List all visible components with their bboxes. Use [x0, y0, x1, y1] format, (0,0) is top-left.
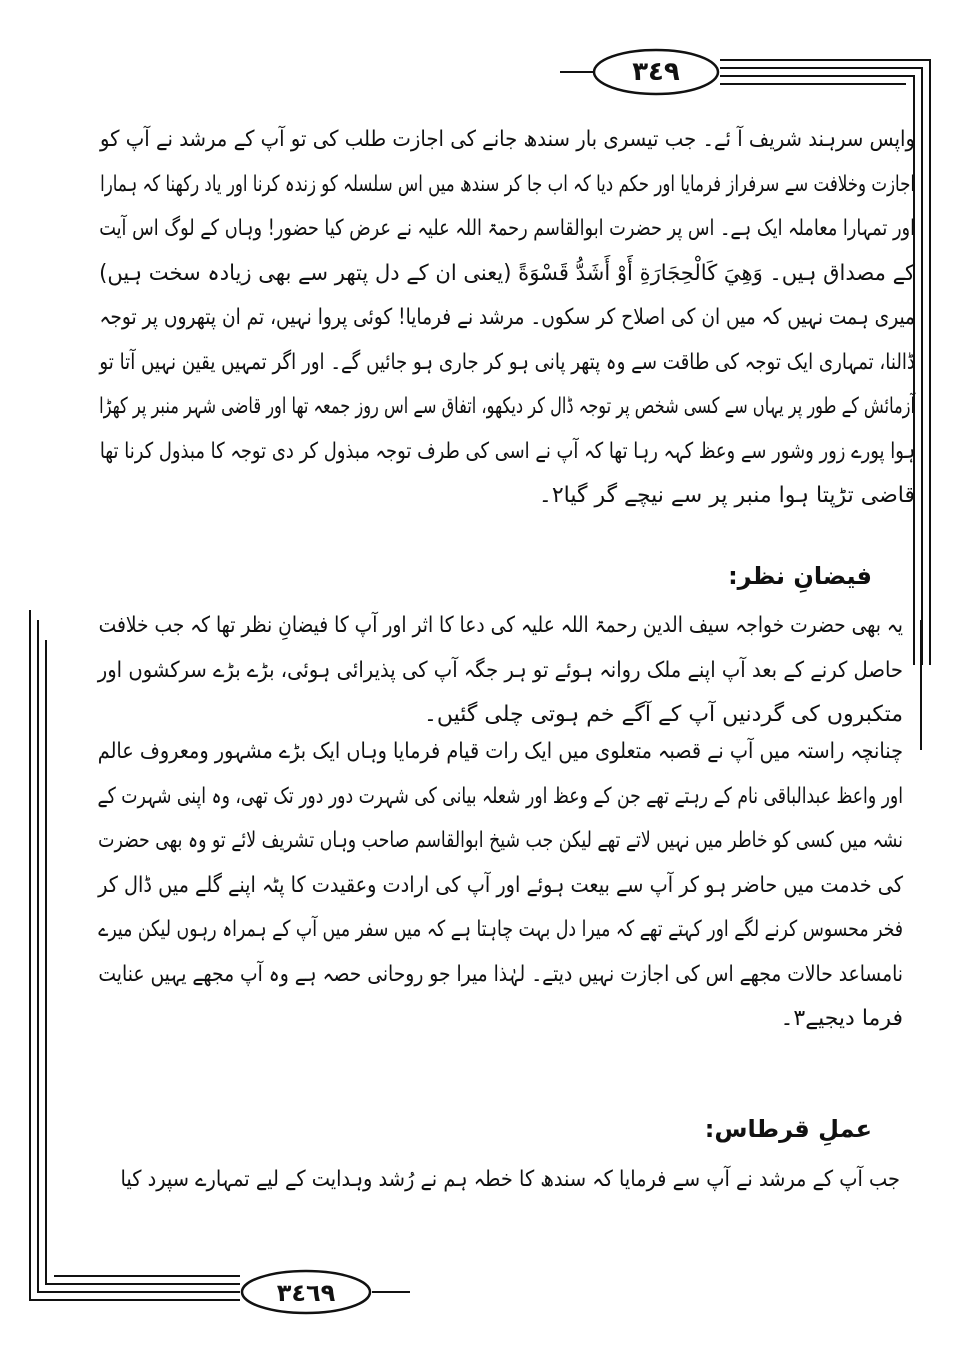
paragraph-1 [100, 118, 915, 519]
text-line: فرما دیجیے۳۔ [780, 1006, 903, 1031]
text-line: کے مصداق ہیں۔ وَهِيَ كَالْحِجَارَةِ أَوْ أَشَدُّ قَسْوَةً (یعنی ان کے دل پتھر سے بھی زیادہ سخت ہیں) [99, 260, 916, 286]
text-line: اور واعظ عبدالباقی نام کے رہتے تھے جن کے وعظ اور شعلہ بیانی کی شہرت دور دور تک تھی، وہ اپنی شہرت کے [97, 783, 904, 809]
text-line: متکبروں کی گردنیں آپ کے آگے خم ہوتی چلی گئیں۔ [423, 702, 903, 727]
paragraph-2 [98, 604, 903, 738]
text-line: ڈالنا، تمہاری ایک توجہ کی طاقت سے وہ پتھر پانی ہو کر جاری ہو جائیں گے۔ اور اگر تمہیں یقین نہیں آتا تو [99, 349, 915, 375]
section-heading-amal-e-qirtas: عملِ قرطاس: [704, 1115, 872, 1143]
text-line: قاضی تڑپتا ہوا منبر پر سے نیچے گر گیا۲۔ [538, 483, 915, 508]
text-line: واپس سرہند شریف آ ئے۔ جب تیسری بار سندھ جانے کی اجازت طلب کی تو آپ کے مرشد نے آپ کو [100, 127, 916, 152]
text-line: میری ہمت نہیں کہ میں ان کی اصلاح کر سکوں۔ مرشد نے فرمایا! کوئی پروا نہیں، تم ان پتھروں پر توجہ [99, 305, 915, 330]
page-number-top: ٣٤٩ [632, 57, 680, 87]
text-line: فخر محسوس کرنے لگے اور کہتے تھے کہ میرا دل بہت چاہتا ہے کہ میں سفر میں آپ کے ہمراہ رہوں لیکن میرے [98, 917, 904, 942]
text-line: حاصل کرنے کے بعد آپ اپنے ملک روانہ ہوئے تو ہر جگہ آپ کی پذیرائی ہوئی، بڑے بڑے سرکشوں اور [97, 657, 904, 683]
text-line: ہوا پورے زور وشور سے وعظ کہہ رہا تھا کہ آپ نے اسی کی طرف توجہ مبذول کر دی توجہ کا مبذول کرنا تھا [99, 438, 915, 464]
paragraph-3 [98, 730, 903, 1042]
paragraph-4 [120, 1158, 900, 1203]
text-line: یہ بھی حضرت خواجہ سیف الدین رحمۃ اللہ علیہ کی دعا کا اثر اور آپ کا فیضانِ نظر تھا کہ جب خلافت [98, 613, 903, 638]
text-line: اجازت وخلافت سے سرفراز فرمایا اور حکم دیا کہ اب جا کر سندھ میں اس سلسلہ کو زندہ کرنا اور یاد رکھنا کہ ہمارا [100, 171, 916, 197]
page-number-bottom: ٣٤٦٩ [276, 1279, 336, 1307]
text-line: نامساعد حالات مجھے اس کی اجازت نہیں دیتے۔ لہٰذا میرا جو روحانی حصہ ہے وہ آپ مجھے یہیں عنایت [98, 961, 903, 987]
text-line: کی خدمت میں حاضر ہو کر آپ سے بیعت ہوئے اور آپ کی ارادت وعقیدت کا پٹہ اپنے گلے میں ڈال کر [98, 872, 904, 898]
text-line: جب آپ کے مرشد نے آپ سے فرمایا کہ سندھ کا خطہ ہم نے رُشد وہدایت کے لیے تمہارے سپرد کیا [120, 1167, 901, 1192]
text-line: چنانچہ راستہ میں آپ نے قصبہ متعلوی میں ایک رات قیام فرمایا وہاں ایک بڑے مشہور ومعروف عالم [97, 739, 903, 764]
text-line: اور تمہارا معاملہ ایک ہے۔ اس پر حضرت ابوالقاسم رحمۃ اللہ علیہ نے عرض کیا حضور! وہاں کے لوگ اس آیت [99, 216, 916, 241]
text-line: نشہ میں کسی کو خاطر میں نہیں لاتے تھے لیکن جب شیخ ابوالقاسم صاحب وہاں تشریف لائے تو وہ بھی حضرت [98, 828, 903, 853]
text-line: آزمائش کے طور پر یہاں سے کسی شخص پر توجہ ڈال کر دیکھو، اتفاق سے اس روز جمعہ تھا اور قاضی شہر منبر پر کھڑا [99, 394, 916, 419]
section-heading-faizan-e-nazar: فیضانِ نظر: [728, 562, 872, 590]
